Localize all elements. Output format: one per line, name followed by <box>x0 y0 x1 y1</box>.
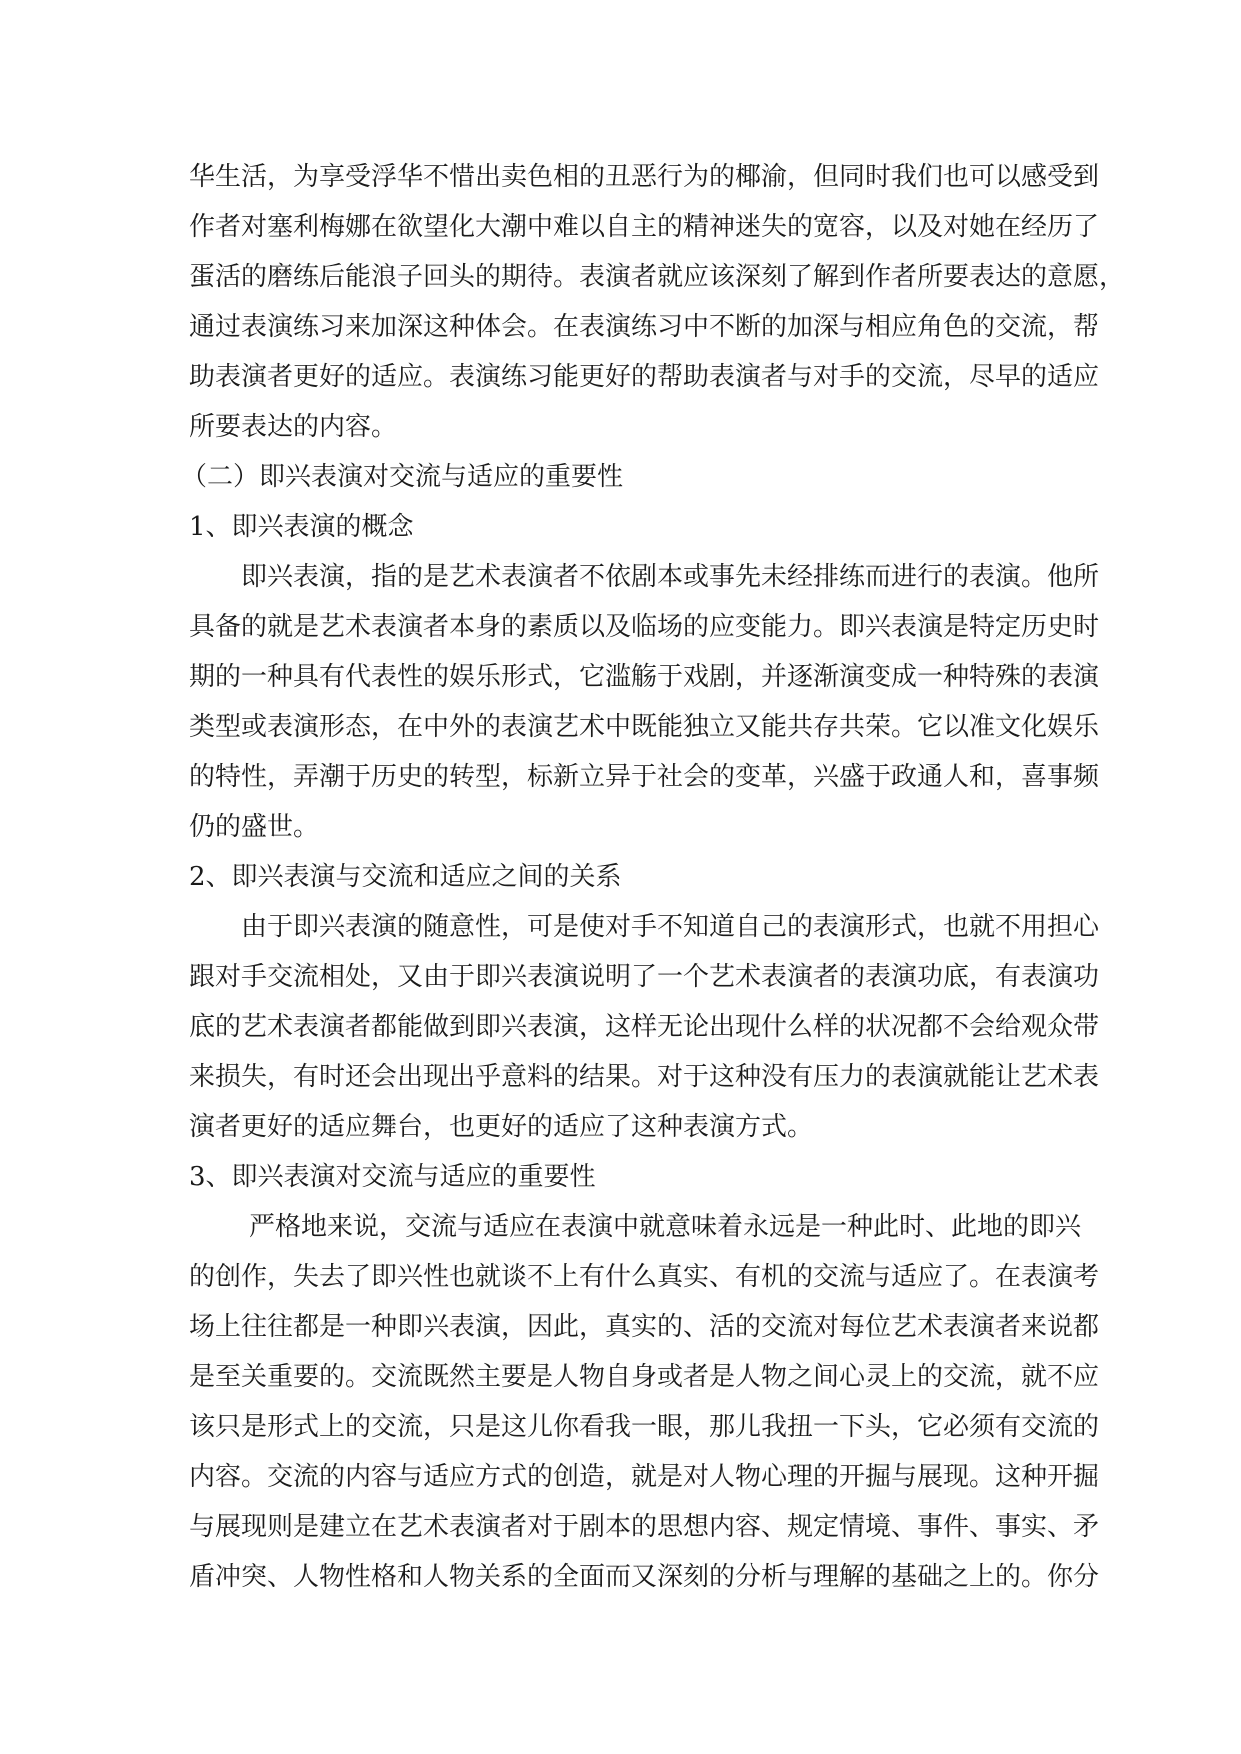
subsection-heading: 2、即兴表演与交流和适应之间的关系 <box>189 862 622 892</box>
body-line: 具备的就是艺术表演者本身的素质以及临场的应变能力。即兴表演是特定历史时 <box>189 612 1100 642</box>
section-heading: （二）即兴表演对交流与适应的重要性 <box>181 462 624 492</box>
body-line: 通过表演练习来加深这种体会。在表演练习中不断的加深与相应角色的交流，帮 <box>189 312 1100 342</box>
subsection-heading: 1、即兴表演的概念 <box>189 512 414 542</box>
body-line: 内容。交流的内容与适应方式的创造，就是对人物心理的开掘与展现。这种开掘 <box>189 1462 1100 1492</box>
body-line: 的创作，失去了即兴性也就谈不上有什么真实、有机的交流与适应了。在表演考 <box>189 1262 1100 1292</box>
body-line: 该只是形式上的交流，只是这儿你看我一眼，那儿我扭一下头，它必须有交流的 <box>189 1412 1100 1442</box>
body-line: 跟对手交流相处，又由于即兴表演说明了一个艺术表演者的表演功底，有表演功 <box>189 962 1100 992</box>
body-line: 来损失，有时还会出现出乎意料的结果。对于这种没有压力的表演就能让艺术表 <box>189 1062 1100 1092</box>
subsection-heading: 3、即兴表演对交流与适应的重要性 <box>189 1162 596 1192</box>
body-line: 严格地来说，交流与适应在表演中就意味着永远是一种此时、此地的即兴 <box>249 1212 1082 1242</box>
body-line: 与展现则是建立在艺术表演者对于剧本的思想内容、规定情境、事件、事实、矛 <box>189 1512 1100 1542</box>
body-line: 的特性，弄潮于历史的转型，标新立异于社会的变革，兴盛于政通人和，喜事频 <box>189 762 1100 792</box>
body-line: 场上往往都是一种即兴表演，因此，真实的、活的交流对每位艺术表演者来说都 <box>189 1312 1100 1342</box>
body-line: 华生活，为享受浮华不惜出卖色相的丑恶行为的椰渝，但同时我们也可以感受到 <box>189 162 1100 192</box>
body-line: 演者更好的适应舞台，也更好的适应了这种表演方式。 <box>189 1112 814 1142</box>
body-line: 是至关重要的。交流既然主要是人物自身或者是人物之间心灵上的交流，就不应 <box>189 1362 1100 1392</box>
body-line: 助表演者更好的适应。表演练习能更好的帮助表演者与对手的交流，尽早的适应 <box>189 362 1100 392</box>
body-line: 即兴表演，指的是艺术表演者不依剧本或事先未经排练而进行的表演。他所 <box>241 562 1100 592</box>
body-line: 作者对塞利梅娜在欲望化大潮中难以自主的精神迷失的宽容，以及对她在经历了 <box>189 212 1100 242</box>
body-line: 所要表达的内容。 <box>189 412 398 442</box>
body-line: 由于即兴表演的随意性，可是使对手不知道自己的表演形式，也就不用担心 <box>241 912 1100 942</box>
body-line: 盾冲突、人物性格和人物关系的全面而又深刻的分析与理解的基础之上的。你分 <box>189 1562 1100 1592</box>
body-line: 期的一种具有代表性的娱乐形式，它滥觞于戏剧，并逐渐演变成一种特殊的表演 <box>189 662 1100 692</box>
body-line: 底的艺术表演者都能做到即兴表演，这样无论出现什么样的状况都不会给观众带 <box>189 1012 1100 1042</box>
body-line: 类型或表演形态，在中外的表演艺术中既能独立又能共存共荣。它以准文化娱乐 <box>189 712 1100 742</box>
body-line: 仍的盛世。 <box>189 812 320 842</box>
body-line: 蛋活的磨练后能浪子回头的期待。表演者就应该深刻了解到作者所要表达的意愿， <box>189 262 1126 292</box>
document-body <box>181 152 1126 1602</box>
